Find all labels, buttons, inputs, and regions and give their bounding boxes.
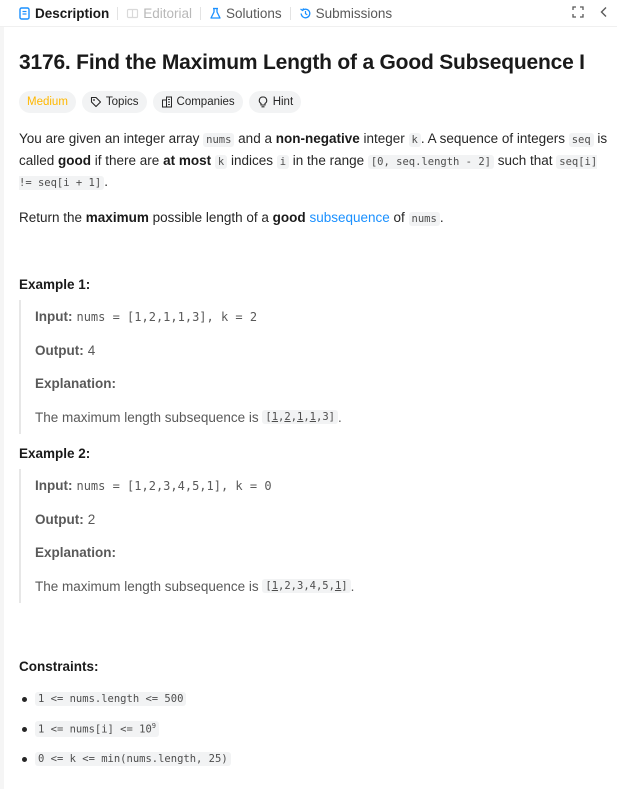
hint-button[interactable]	[249, 91, 301, 113]
seq-part: ,	[290, 411, 298, 424]
explanation-text: The maximum length subsequence is	[35, 578, 263, 594]
seq-part: [	[265, 411, 272, 424]
output-label: Output:	[35, 342, 84, 358]
problem-tab-bar	[0, 0, 617, 27]
panel-controls	[571, 5, 611, 19]
left-panel-rule	[0, 27, 4, 789]
problem-tags	[19, 91, 614, 113]
companies-label: Companies	[176, 96, 235, 108]
code-k: k	[215, 155, 227, 169]
history-icon	[299, 7, 312, 20]
tag-icon	[90, 96, 102, 108]
example-2-block	[19, 469, 614, 603]
code-k: k	[409, 133, 421, 147]
tab-editorial-label: Editorial	[143, 5, 193, 21]
code-i: i	[277, 155, 289, 169]
tab-submissions[interactable]	[297, 6, 395, 21]
text: Return the	[19, 209, 86, 225]
input-label: Input:	[35, 309, 73, 325]
statement-paragraph-2	[19, 208, 614, 230]
constraints-list	[19, 684, 614, 774]
maximize-icon[interactable]	[571, 5, 585, 19]
page-title: 3176. Find the Maximum Length of a Good Subsequence I	[19, 51, 585, 74]
input-value: nums = [1,2,3,4,5,1], k = 0	[76, 478, 272, 493]
seq-part-underlined: 1	[297, 411, 304, 424]
difficulty-badge: Medium	[19, 91, 76, 113]
seq-part-underlined: 1	[334, 580, 342, 593]
example-output	[35, 503, 614, 537]
code-nums: nums	[409, 212, 440, 226]
lightbulb-icon	[257, 96, 269, 108]
book-icon	[126, 7, 139, 20]
text: indices	[227, 152, 277, 168]
text: integer	[359, 131, 409, 146]
constraints-title: Constraints:	[19, 659, 99, 674]
code-range: [0, seq.length - 2]	[368, 155, 494, 169]
example-1-block	[19, 300, 614, 434]
tab-solutions[interactable]	[207, 6, 284, 21]
seq-part-underlined: 1	[271, 580, 279, 593]
emphasis: non-negative	[275, 131, 360, 146]
constraint-exponent: 9	[151, 722, 157, 731]
problem-description	[19, 27, 614, 774]
emphasis: maximum	[85, 209, 149, 225]
emphasis: at most	[163, 152, 212, 168]
list-item	[19, 714, 614, 744]
constraint-text: 1 <= nums[i] <= 10	[38, 723, 152, 736]
explanation-label: Explanation:	[35, 545, 117, 561]
seq-part: ,	[278, 411, 285, 424]
code-seq: seq	[569, 133, 594, 147]
constraint-code: 0 <= k <= min(nums.length, 25)	[35, 752, 231, 766]
input-label: Input:	[35, 478, 73, 494]
output-label: Output:	[35, 511, 84, 527]
example-input	[35, 469, 614, 503]
seq-part: ,	[303, 411, 310, 424]
companies-button[interactable]	[153, 91, 243, 113]
seq-part: ,2,3,4,5,	[278, 580, 335, 593]
seq-part: ]	[341, 580, 348, 593]
example-2-title: Example 2:	[19, 446, 91, 461]
tab-editorial[interactable]	[124, 6, 194, 21]
subsequence-link[interactable]: subsequence	[309, 209, 390, 225]
text: and a	[234, 131, 276, 146]
constraint-code	[35, 721, 159, 737]
example-1-title: Example 1:	[19, 277, 91, 292]
seq-part-underlined: 2	[284, 411, 291, 424]
text: is called	[19, 131, 608, 168]
example-explanation	[35, 570, 614, 604]
example-explanation	[35, 401, 614, 435]
seq-part-underlined: 1	[271, 411, 279, 424]
flask-icon	[209, 7, 222, 20]
topics-label: Topics	[105, 96, 139, 108]
hint-label: Hint	[272, 96, 294, 108]
subsequence-code	[262, 579, 350, 593]
text: .	[104, 174, 108, 189]
list-item	[19, 684, 614, 714]
tab-submissions-label: Submissions	[315, 5, 393, 21]
text: You are given an integer array	[19, 131, 204, 146]
seq-part: ,3]	[316, 411, 335, 424]
output-value: 4	[87, 342, 96, 358]
seq-part-underlined: 1	[309, 411, 316, 424]
collapse-chevron-left-icon[interactable]	[597, 5, 611, 19]
text: if there are	[91, 152, 164, 168]
constraint-code: 1 <= nums.length <= 500	[35, 692, 186, 706]
text: .	[439, 209, 444, 225]
building-icon	[161, 96, 173, 108]
example-output	[35, 334, 614, 368]
tab-divider	[200, 7, 201, 20]
text: possible length of a	[148, 209, 273, 225]
text: . A sequence of integers	[420, 131, 569, 146]
statement-paragraph-1	[19, 129, 614, 194]
seq-part: [	[265, 580, 272, 593]
text: .	[350, 578, 355, 594]
text: of	[389, 209, 409, 225]
tab-description[interactable]	[16, 6, 111, 21]
text: .	[337, 409, 342, 425]
tab-description-label: Description	[35, 5, 110, 21]
example-input	[35, 300, 614, 334]
emphasis: good	[272, 209, 306, 225]
subsequence-code	[262, 410, 338, 424]
text: in the range	[289, 152, 368, 168]
explanation-label: Explanation:	[35, 376, 117, 392]
output-value: 2	[87, 511, 96, 527]
example-explanation-label	[35, 367, 614, 401]
example-explanation-label	[35, 536, 614, 570]
code-condition: seq[i] != seq[i + 1]	[19, 155, 598, 189]
explanation-text: The maximum length subsequence is	[35, 409, 263, 425]
tab-solutions-label: Solutions	[226, 5, 282, 21]
tab-divider	[117, 7, 118, 20]
list-item	[19, 744, 614, 774]
code-nums: nums	[203, 133, 234, 147]
input-value: nums = [1,2,1,1,3], k = 2	[76, 309, 258, 324]
emphasis: good	[58, 152, 92, 168]
document-icon	[18, 7, 31, 20]
text: such that	[493, 152, 557, 168]
topics-button[interactable]	[82, 91, 147, 113]
tab-divider	[290, 7, 291, 20]
